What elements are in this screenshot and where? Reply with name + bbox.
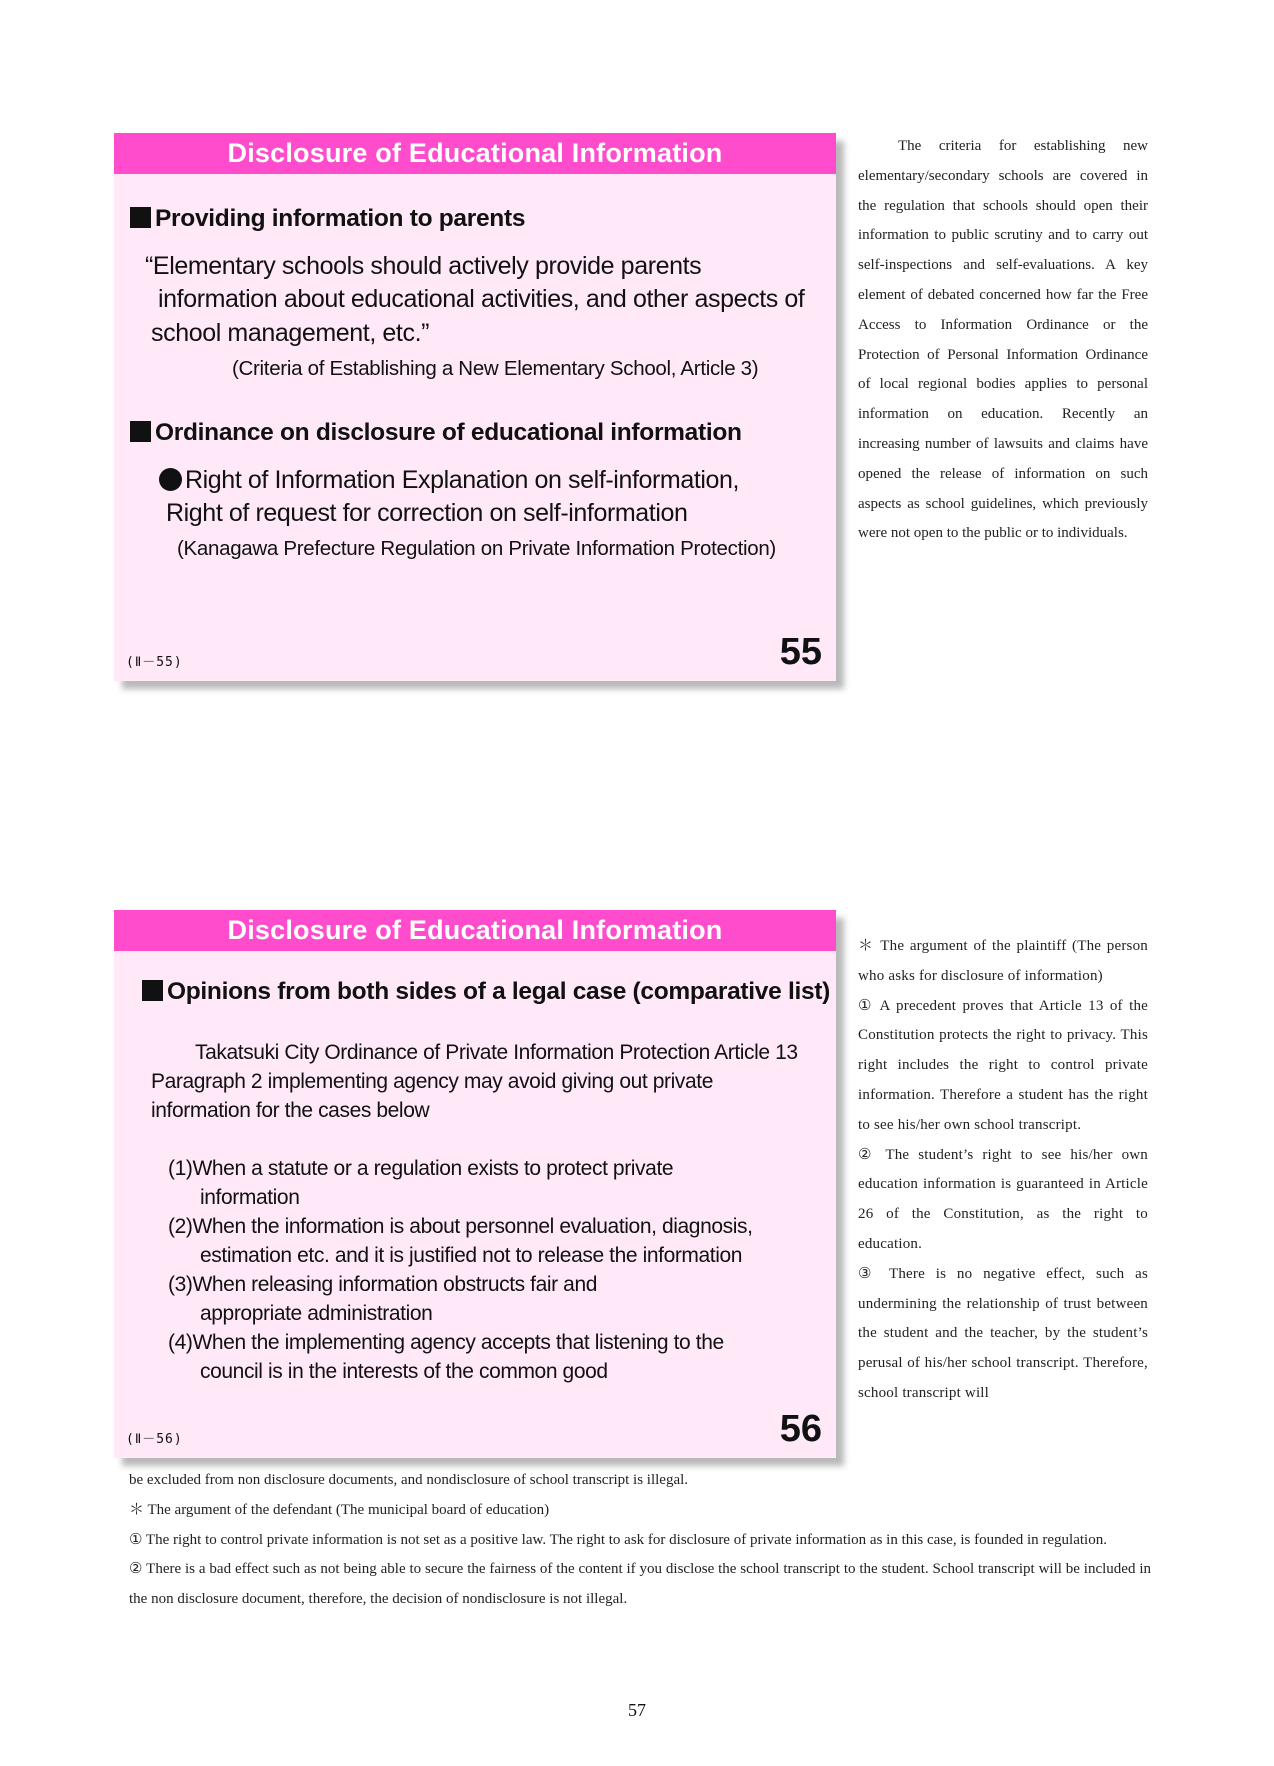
list-item-line: (3)When releasing information obstructs fair and	[168, 1273, 598, 1296]
side-paragraph: ③ There is no negative effect, such as undermining the relationship of trust between the student and the teacher, by the student’s perusal of his/her school transcript. Therefore, school transcript will	[858, 1265, 1148, 1401]
citation: (Criteria of Establishing a New Elementary School, Article 3)	[232, 357, 759, 380]
list-item-line: (4)When the implementing agency accepts that listening to the	[168, 1331, 724, 1354]
heading-text: Opinions from both sides of a legal case (comparative list)	[167, 978, 831, 1005]
square-bullet-icon	[130, 421, 151, 442]
citation: (Kanagawa Prefecture Regulation on Private Information Protection)	[177, 537, 776, 560]
section-heading	[142, 978, 830, 1006]
side-paragraph: ① A precedent proves that Article 13 of the Constitution protects the right to privacy. This right includes the right to control private information. Therefore a student has the right to see his/her own school transcript.	[858, 997, 1148, 1133]
list-item-line: estimation etc. and it is justified not to release the information	[200, 1244, 743, 1267]
bottom-commentary	[129, 1466, 1151, 1615]
section-heading	[130, 419, 742, 447]
slide-title: Disclosure of Educational Information	[114, 133, 836, 174]
side-paragraph: ② The student’s right to see his/her own education information is guaranteed in Article 26 of the Constitution, as the right to education.	[858, 1146, 1148, 1252]
bottom-paragraph: ① The right to control private information is not set as a positive law. The right to ask for disclosure of private information as in this case, is founded in regulation.	[129, 1531, 1107, 1548]
intro-line: Takatsuki City Ordinance of Private Information Protection Article 13	[195, 1041, 798, 1064]
list-item-line: (1)When a statute or a regulation exists to protect private	[168, 1157, 674, 1180]
side-paragraph: ＊ The argument of the plaintiff (The person who asks for disclosure of information)	[858, 938, 1148, 984]
slide-code: (Ⅱ－56)	[126, 1432, 183, 1447]
intro-line: Paragraph 2 implementing agency may avoid giving out private	[151, 1070, 714, 1093]
side-commentary-2	[858, 932, 1148, 1409]
quote-line: school management, etc.”	[151, 319, 430, 347]
square-bullet-icon	[130, 207, 151, 228]
list-item-line: (2)When the information is about personnel evaluation, diagnosis,	[168, 1215, 753, 1238]
bottom-paragraph: ＊ The argument of the defendant (The municipal board of education)	[129, 1501, 550, 1518]
quote-line: “Elementary schools should actively provide parents	[145, 252, 702, 280]
intro-line: information for the cases below	[151, 1099, 430, 1122]
circle-bullet-icon	[159, 468, 182, 491]
slide-number: 56	[779, 1408, 822, 1450]
section-heading	[130, 205, 525, 233]
slide-55	[114, 133, 836, 681]
side-commentary-1	[858, 132, 1148, 549]
list-item-line: information	[200, 1186, 300, 1209]
slide-number: 55	[779, 631, 822, 673]
bottom-paragraph: ② There is a bad effect such as not being able to secure the fairness of the content if you disclose the school transcript to the student. School transcript will be included in the non disclosure document, therefore, the decision of nondisclosure is not illegal.	[129, 1561, 1151, 1608]
slide-title: Disclosure of Educational Information	[114, 910, 836, 951]
quote-line: information about educational activities, and other aspects of	[158, 285, 805, 313]
heading-text: Ordinance on disclosure of educational information	[155, 419, 742, 446]
slide-code: (Ⅱ－55)	[126, 655, 183, 670]
list-item-line: council is in the interests of the common good	[200, 1360, 608, 1383]
side-paragraph: The criteria for establishing new elementary/secondary schools are covered in the regulation that schools should open their information to public scrutiny and to carry out self-inspections and self-evaluations. A key element of debated concerned how far the Free Access to Information Ordinance or the Protection of Personal Information Ordinance of local regional bodies applies to personal information on education. Recently an increasing number of lawsuits and claims have opened the release of information on such aspects as school guidelines, which previously were not open to the public or to individuals.	[858, 138, 1148, 542]
page-number: 57	[628, 1700, 646, 1720]
heading-text: Providing information to parents	[155, 205, 526, 232]
slide-56	[114, 910, 836, 1458]
bullet-line: Right of request for correction on self-information	[166, 499, 688, 527]
square-bullet-icon	[142, 980, 163, 1001]
list-item-line: appropriate administration	[200, 1302, 433, 1325]
bottom-paragraph: be excluded from non disclosure documents, and nondisclosure of school transcript is illegal.	[129, 1472, 689, 1488]
bullet-line: Right of Information Explanation on self-information,	[159, 466, 739, 495]
